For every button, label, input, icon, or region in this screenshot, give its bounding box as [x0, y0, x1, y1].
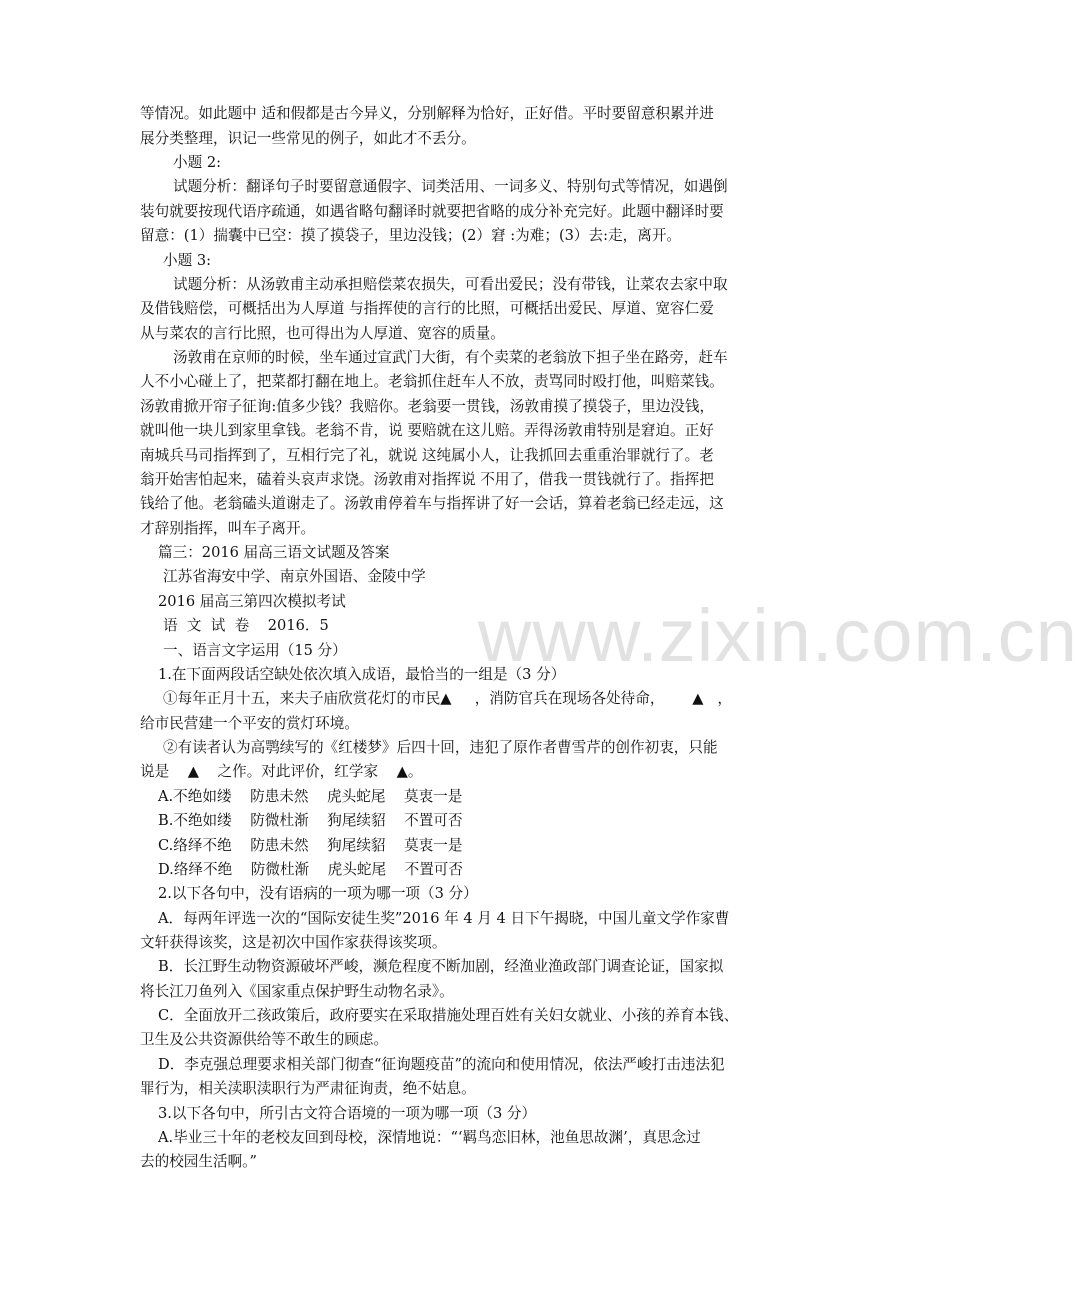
text-line: 就叫他一块儿到家里拿钱。老翁不肯，说 要赔就在这儿赔。弄得汤敦甫特别是窘迫。正好 [140, 422, 714, 439]
text-line: 展分类整理，识记一些常见的例子，如此才不丢分。 [140, 130, 476, 147]
text-line: 罪行为，相关渎职渎职行为严肃征询责，绝不姑息。 [140, 1080, 476, 1097]
text-line: D.络绎不绝 防微杜渐 虎头蛇尾 不置可否 [158, 861, 463, 878]
text-line: 1.在下面两段话空缺处依次填入成语，最恰当的一组是（3 分） [158, 666, 566, 683]
text-line: 语 文 试 卷 2016．5 [163, 617, 329, 634]
text-line: 2.以下各句中，没有语病的一项为哪一项（3 分） [158, 885, 478, 902]
text-line: 卫生及公共资源供给等不敢生的顾虑。 [140, 1031, 389, 1048]
text-line: D．李克强总理要求相关部门彻查“征询题疫苗”的流向和使用情况，依法严峻打击违法犯 [158, 1056, 725, 1073]
text-line: 篇三：2016 届高三语文试题及答案 [158, 544, 390, 561]
text-line: 小题 3: [163, 252, 212, 269]
text-line: 人不小心碰上了，把菜都打翻在地上。老翁抓住赶车人不放，责骂同时殴打他，叫赔菜钱。 [140, 373, 724, 390]
text-line: 留意：(1）揣囊中已空：摸了摸袋子，里边没钱；(2）窘 :为难；(3）去:走，离开。 [140, 227, 682, 244]
text-line: 钱给了他。老翁磕头道谢走了。汤敦甫停着车与指挥讲了好一会话，算着老翁已经走远，这 [140, 495, 724, 512]
text-line: 装句就要按现代语序疏通，如遇省略句翻译时就要把省略的成分补充完好。此题中翻译时要 [140, 203, 724, 220]
text-line: 一、语言文字运用（15 分） [163, 642, 347, 659]
text-line: ①每年正月十五，来夫子庙欣赏花灯的市民▲ ，消防官兵在现场各处待命， ▲ ， [163, 690, 732, 707]
text-line: ②有读者认为高鹗续写的《红楼梦》后四十回，违犯了原作者曹雪芹的创作初衷，只能 [163, 739, 718, 756]
text-line: 从与菜农的言行比照，也可得出为人厚道、宽容的质量。 [140, 325, 505, 342]
text-line: 试题分析：翻译句子时要留意通假字、词类活用、一词多义、特别句式等情况，如遇倒 [173, 178, 728, 195]
text-line: A．每两年评选一次的“国际安徒生奖”2016 年 4 月 4 日下午揭晓，中国儿童文学作家曹 [158, 910, 730, 927]
text-line: 去的校园生活啊。” [140, 1153, 257, 1170]
text-line: 汤敦甫掀开帘子征询:值多少钱？我赔你。老翁要一贯钱，汤敦甫摸了摸袋子，里边没钱， [140, 398, 715, 415]
text-line: B．长江野生动物资源破坏严峻，濒危程度不断加剧，经渔业渔政部门调查论证，国家拟 [158, 958, 724, 975]
text-line: 小题 2: [173, 154, 222, 171]
text-line: C．全面放开二孩政策后，政府要实在采取措施处理百姓有关妇女就业、小孩的养育本钱、 [158, 1007, 739, 1024]
text-line: 2016 届高三第四次模拟考试 [158, 593, 346, 610]
text-line: 南城兵马司指挥到了，互相行完了礼，就说 这纯属小人，让我抓回去重重治罪就行了。老 [140, 447, 714, 464]
text-line: 汤敦甫在京师的时候，坐车通过宣武门大街，有个卖菜的老翁放下担子坐在路旁，赶车 [173, 349, 728, 366]
text-line: 试题分析：从汤敦甫主动承担赔偿菜农损失，可看出爱民；没有带钱，让菜农去家中取 [173, 276, 728, 293]
text-line: B.不绝如缕 防微杜渐 狗尾续貂 不置可否 [158, 812, 463, 829]
text-line: 翁开始害怕起来，磕着头哀声求饶。汤敦甫对指挥说 不用了，借我一贯钱就行了。指挥把 [140, 471, 714, 488]
text-line: A.不绝如缕 防患未然 虎头蛇尾 莫衷一是 [158, 788, 463, 805]
text-line: 3.以下各句中，所引古文符合语境的一项为哪一项（3 分） [158, 1105, 537, 1122]
text-line: 江苏省海安中学、南京外国语、金陵中学 [163, 568, 426, 585]
text-line: 将长江刀鱼列入《国家重点保护野生动物名录》。 [140, 983, 454, 1000]
text-line: 文轩获得该奖，这是初次中国作家获得该奖项。 [140, 934, 447, 951]
text-line: 及借钱赔偿，可概括出为人厚道 与指挥使的言行的比照，可概括出爱民、厚道、宽容仁爱 [140, 300, 714, 317]
text-line: 给市民营建一个平安的赏灯环境。 [140, 715, 359, 732]
text-line: C.络绎不绝 防患未然 狗尾续貂 莫衷一是 [158, 837, 463, 854]
text-line: 才辞别指挥，叫车子离开。 [140, 520, 316, 537]
text-line: A.毕业三十年的老校友回到母校，深情地说：“‘羁鸟恋旧林，池鱼思故渊’，真思念过 [158, 1129, 701, 1146]
watermark: www.zixin.com.cn [478, 594, 1078, 677]
text-line: 等情况。如此题中 适和假都是古今异义，分别解释为恰好，正好借。平时要留意积累并进 [140, 105, 714, 122]
text-line: 说是 ▲ 之作。对此评价，红学家 ▲。 [140, 763, 423, 780]
